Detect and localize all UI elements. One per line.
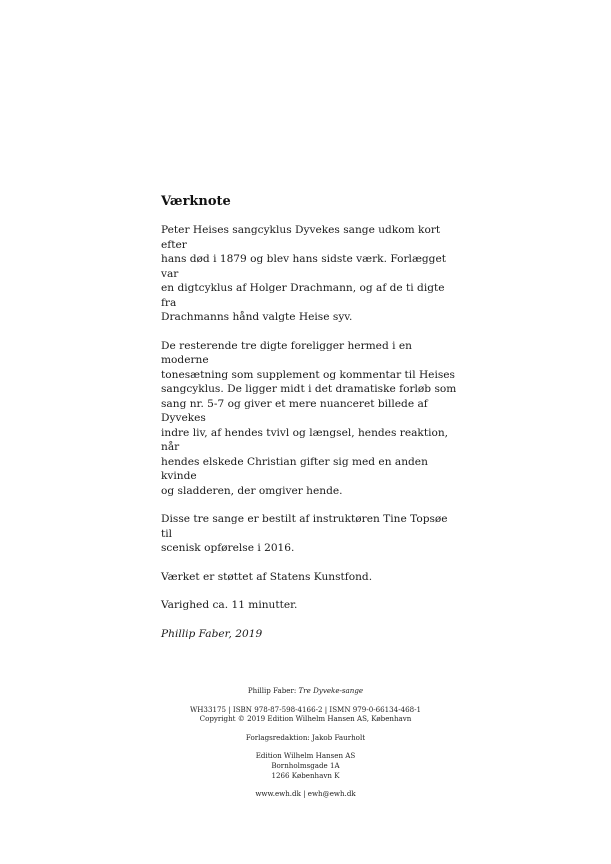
colophon-address-block xyxy=(0,751,611,780)
note-paragraph: Varighed ca. 11 minutter. xyxy=(161,599,298,611)
colophon-title-line xyxy=(0,686,611,696)
colophon-title-block xyxy=(0,686,611,696)
colophon-editor: Forlagsredaktion: Jakob Faurholt xyxy=(245,732,366,742)
note-paragraph: Disse tre sange er bestilt af instruktøren Tine Topsøe til scenisk opførelse i 2016. xyxy=(161,513,448,554)
colophon-work-title: Tre Dyveke-sange xyxy=(298,686,364,695)
colophon xyxy=(0,686,611,808)
colophon-composer: Phillip Faber: xyxy=(247,686,297,695)
colophon-identifiers-block xyxy=(0,705,611,724)
note-title: Værknote xyxy=(161,194,231,209)
colophon-address-city: 1266 København K xyxy=(271,770,340,780)
colophon-web: www.ewh.dk | ewh@ewh.dk xyxy=(255,789,356,799)
note-paragraph: De resterende tre digte foreligger hermed i en moderne tonesætning som supplement og kommentar til Heises sangcyklus. De ligger midt i det dramatiske forløb som sang nr. 5-7 og giver et mere nuanceret billede af Dyvekes indre liv, af hendes tvivl og længsel, hendes reaktion, når hendes elskede Christian gifter sig med en anden kvinde og sladderen, der omgiver hende. xyxy=(161,339,457,497)
colophon-identifiers: WH33175 | ISBN 978-87-598-4166-2 | ISMN 979-0-66134-468-1 xyxy=(189,704,422,714)
work-note xyxy=(161,194,461,655)
note-paragraph: Peter Heises sangcyklus Dyvekes sange udkom kort efter hans død i 1879 og blev hans sidste værk. Forlægget var en digtcyklus af Holger Drachmann, og af de ti digte fra Drachmanns hånd valgte Heise syv. xyxy=(161,224,446,323)
colophon-copyright: Copyright © 2019 Edition Wilhelm Hansen AS, København xyxy=(199,714,412,724)
note-signature: Phillip Faber, 2019 xyxy=(161,627,263,640)
colophon-publisher-name: Edition Wilhelm Hansen AS xyxy=(255,751,356,761)
note-paragraph: Værket er støttet af Statens Kunstfond. xyxy=(161,570,373,583)
colophon-web-block xyxy=(0,789,611,799)
colophon-address-street: Bornholmsgade 1A xyxy=(271,760,340,770)
colophon-editor-block xyxy=(0,733,611,743)
